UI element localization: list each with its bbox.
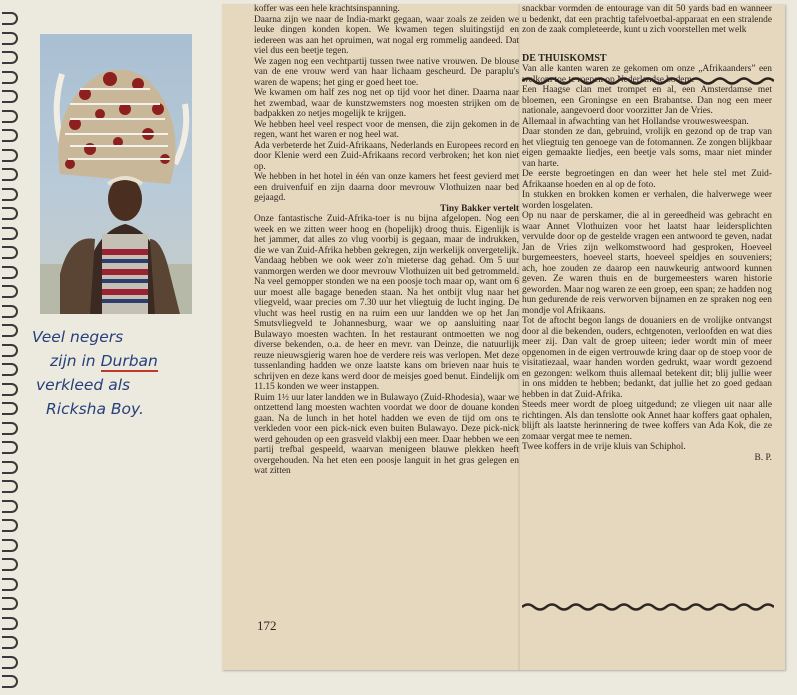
right-column-top-text: snackbar vormden de entourage van dit 50 yards bad en wanneer u bedenkt, dat een prachtig tafelvoetbal-apparaat en een stralende zon de zaak completeerde, kunt u zich voorstellen met welk <box>522 4 772 35</box>
spiral-ring <box>2 402 18 415</box>
article-paragraph: Steeds meer wordt de ploeg uitgedund; ze vliegen uit naar alle richtingen. Als dan tenslotte ook Annet haar koffers gaat ophalen, blijft als laatste herinnering de twee koffers van Ada Kok, die ze zomaar vergat mee te nemen. <box>522 400 772 442</box>
spiral-ring <box>2 519 18 532</box>
spiral-ring <box>2 675 18 688</box>
article-signature: B. P. <box>754 452 772 463</box>
note-city-underlined: Durban <box>100 352 158 370</box>
spiral-ring <box>2 129 18 142</box>
right-column-body <box>522 64 772 453</box>
right-column <box>522 4 772 614</box>
spiral-ring <box>2 324 18 337</box>
note-line-2 <box>50 349 222 373</box>
article-paragraph: Daarna zijn we naar de India-markt gegaan, waar zoals ze zeiden we leuke dingen konden kopen. We kwamen tegen sluitingstijd en iedereen was aan het opruimen, wat nogal erg rommelig aandeed. Dat viel dus een beetje tegen. <box>254 14 519 56</box>
article-paragraph: De eerste begroetingen en dan weer het hele stel met Zuid-Afrikaanse hoeden en al op de foto. <box>522 169 772 190</box>
spiral-ring <box>2 383 18 396</box>
article-paragraph: Een Haagse clan met trompet en al, een Amsterdamse met bloemen, een Groningse en een Brabantse. Dan nog een meer nationale, aangevoerd door voorzitter Jan de Vries. <box>522 85 772 116</box>
article-paragraph: Twee koffers in de vrije kluis van Schiphol. <box>522 442 686 452</box>
article-paragraph: We kwamen om half zes nog net op tijd voor het diner. Daarna naar het zwembad, waar de kunstzwemsters nog moesten strijken om de badpakken zo netjes mogelijk te krijgen. <box>254 88 519 119</box>
article-paragraph: Tot de aftocht begon langs de douaniers en de vrolijke ontvangst door al die bekenden, ouders, echtgenoten, verloofden en wat dies meer zij. Dan valt de groep uiteen; ieder wordt min of meer opgenomen in de eigen vertrouwde kring daar op de stoep voor de visitatiezaal, waar handen worden gedrukt, waar wordt gezoend en gezongen: welkom thuis allemaal betekent dit; blij jullie weer in ons midden te hebben; bedankt, dat jullie het zo goed gedaan hebben in dat Zuid-Afrika. <box>522 316 772 400</box>
spiral-ring <box>2 480 18 493</box>
page-number: 172 <box>257 618 277 633</box>
note-line-4: Ricksha Boy. <box>46 400 144 418</box>
spiral-ring <box>2 363 18 376</box>
note-line-3: verkleed als <box>36 376 131 394</box>
note-line-1: Veel negers <box>32 328 124 346</box>
spiral-ring <box>2 558 18 571</box>
spiral-ring <box>2 500 18 513</box>
spiral-ring <box>2 597 18 610</box>
spiral-ring <box>2 441 18 454</box>
spiral-ring <box>2 305 18 318</box>
spiral-ring <box>2 168 18 181</box>
article-paragraph: Ada verbeterde het Zuid-Afrikaans, Nederlands en Europees record en door Klenie werd een Zuid-Afrikaans record verbroken; het kon niet op. <box>254 140 519 172</box>
spiral-ring <box>2 656 18 669</box>
article-paragraph: Vandaag hebben we ook weer zo'n mieterse dag gehad. Om 5 uur vanmorgen werden we door mevrouw Vlothuizen uit bed getrommeld. Na veel gemopper stonden we na een poosje toch maar op, want om 6 uur moest alle bagage beneden staan. Na het ontbijt vlug naar het vliegveld, waar precies om 7.30 uur het vliegtuig de lucht inging. De vlucht was heel rustig en na ruim een uur landden we op het Jan Smutsvliegveld te Johannesburg, waar we op aansluiting naar Bulawayo moesten wachten. In het restaurant ontmoetten we nog diverse bekenden, o.a. de heer en mevr. van Deinze, die natuurlijk reuze nieuwsgierig waren hoe de verdere reis was verlopen. Met deze tussenlanding hadden we onze laatste kans om brieven naar huis te schrijven en deze kans werd door de meisjes goed benut. Eindelijk om 11.15 konden we weer instappen. <box>254 256 519 392</box>
spiral-ring <box>2 51 18 64</box>
spiral-ring <box>2 285 18 298</box>
spiral-ring <box>2 266 18 279</box>
spiral-ring <box>2 461 18 474</box>
spiral-ring <box>2 149 18 162</box>
article-paragraph: Ruim 1½ uur later landden we in Bulawayo (Zuid-Rhodesia), waar we ontzettend lang moesten wachten voordat we door de douane konden gaan. Na de lunch in het hotel hadden we even de tijd om ons te verkleden voor een pick-nick even buiten Bulawayo. Deze pick-nick werd gehouden op een grasveld vlakbij een meer. Daar hebben we een partij trefbal gespeeld, waarvan menigeen blauwe plekken heeft overgehouden. Na het eten een poosje languit in het gras gelegen en wat zitten <box>254 392 519 476</box>
article-paragraph: We zagen nog een vechtpartij tussen twee native vrouwen. De blouse van de ene vrouw werd van haar lichaam gescheurd. De paraplu's waren de wapens; het ging er goed heet toe. <box>254 56 519 88</box>
handwritten-note <box>32 325 222 421</box>
spiral-binding <box>0 0 22 695</box>
decorative-wave-divider-top <box>522 76 774 86</box>
photo-ricksha-boy <box>40 34 192 314</box>
article-paragraph: Onze fantastische Zuid-Afrika-toer is nu bijna afgelopen. Nog een week en we zitten weer hoog en (hopelijk) droog thuis. Eigenlijk is het jammer, dat alles zo vlug voorbij is gegaan, maar de indrukken, die we van Zuid-Afrika hebben gekregen, zijn werkelijk onvergetelijk. <box>254 214 519 256</box>
note-line-2-text: zijn in <box>50 352 101 370</box>
spiral-ring <box>2 207 18 220</box>
spiral-ring <box>2 344 18 357</box>
left-column-part-2 <box>254 214 519 477</box>
byline: Tiny Bakker vertelt <box>440 203 519 214</box>
article-paragraph: In stukken en brokken komen er verhalen, die halverwege weer worden losgelaten. <box>522 190 772 211</box>
newspaper-clipping <box>222 4 785 670</box>
left-column-part-1 <box>254 4 519 204</box>
spiral-ring <box>2 246 18 259</box>
article-paragraph: Allemaal in afwachting van het Hollandse vrouwesweespan. <box>522 116 749 127</box>
left-column <box>254 4 519 614</box>
spiral-ring <box>2 578 18 591</box>
spiral-ring <box>2 188 18 201</box>
article-paragraph: Daar stonden ze dan, gebruind, vrolijk en gezond op de trap van het vliegtuig ten genoege van de fotomannen. Ze zongen blijkbaar eigen gemaakte liedjes, een beetje vals soms, maar niet minder van harte. <box>522 127 772 169</box>
spiral-ring <box>2 227 18 240</box>
article-paragraph: Op nu naar de perskamer, die al in gereedheid was gebracht en waar Annet Vlothuizen voor het laatst haar leidersplichten vervulde door op de gestelde vragen een antwoord te geven, nadat Jan de Vries zijn welkomstwoord had gesproken, Hoeveel burgemeesters, hoeveel starts, hoeveel speldjes en souveniers; ach, hoe zouden ze daarop een nauwkeurig antwoord kunnen geven. Ze waren thuis en de burgemeesters waren historie geworden. Maar nog waren ze een groep, een span; ze hadden nog hun gedurende de reis verworven bijnamen en ze spraken nog een mondje vol Afrikaans. <box>522 211 772 316</box>
photo-illustration <box>40 34 192 314</box>
article-heading: DE THUISKOMST <box>522 52 607 64</box>
spiral-ring <box>2 110 18 123</box>
spiral-ring <box>2 617 18 630</box>
spiral-ring <box>2 71 18 84</box>
article-paragraph: We hebben in het hotel in één van onze kamers het feest gevierd met een druivenfuif en zijn daarna door mevrouw Vlothuizen naar bed gejaagd. <box>254 172 519 203</box>
spiral-ring <box>2 636 18 649</box>
spiral-ring <box>2 12 18 25</box>
spiral-ring <box>2 539 18 552</box>
spiral-ring <box>2 90 18 103</box>
decorative-wave-divider-bottom <box>522 602 774 612</box>
spiral-ring <box>2 32 18 45</box>
spiral-ring <box>2 422 18 435</box>
article-paragraph: koffer was een hele krachtsinspanning. <box>254 4 400 14</box>
article-paragraph: We hebben heel veel respect voor de mensen, die zijn gekomen in de regen, want het waren er nog heel wat. <box>254 119 519 140</box>
article-paragraph: Van alle kanten waren ze gekomen om onze „Afrikaanders” een welkom toe te roepen op Nederlandse bodem. <box>522 64 772 85</box>
